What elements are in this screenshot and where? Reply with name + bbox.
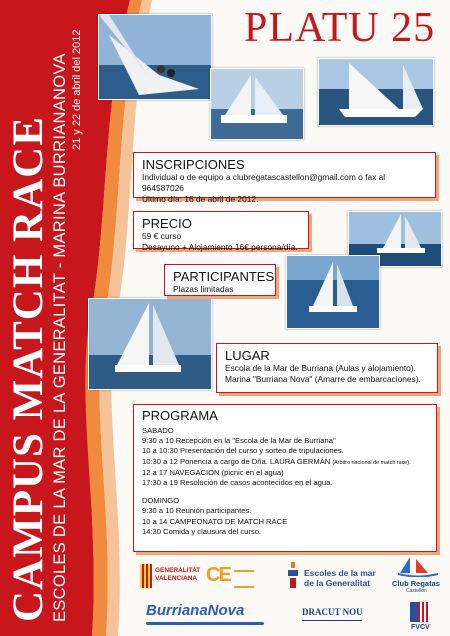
photo-sailboat-three xyxy=(318,58,434,126)
programa-heading: PROGRAMA xyxy=(142,408,218,423)
precio-heading: PRECIO xyxy=(142,216,192,231)
escoles-line-2: de la Generalitat xyxy=(304,578,371,588)
generalitat-line-2: VALENCIANA xyxy=(155,575,198,582)
programa-item: 10:30 a 12 Ponencia a cargo de Dña. LAURA GERMÁN xyxy=(142,456,331,466)
club-regatas-line-1: Club Regatas xyxy=(392,579,440,588)
burriananova-wordmark: BurrianaNova xyxy=(146,602,245,619)
generalitat-stripes-icon xyxy=(140,564,152,588)
programa-spacer xyxy=(142,488,428,496)
fvcv-label: FVCV xyxy=(411,624,430,631)
burriananova-wave-icon xyxy=(146,622,264,625)
escoles-anchor-icon xyxy=(286,562,300,588)
generalitat-line-1: GENERALITAT xyxy=(155,567,201,574)
programa-item: 9:30 a 10 Recepción en la "Escola de la Mar de Burriana" xyxy=(142,436,336,446)
dracut-nou-logo xyxy=(300,605,368,629)
inscripciones-box xyxy=(133,152,436,204)
inscripciones-deadline: Último día: 16 de abril de 2012. xyxy=(142,194,259,204)
photo-sailboat-five xyxy=(286,255,380,329)
event-dates: 21 y 22 de abril del 2012 xyxy=(71,29,83,150)
participantes-box xyxy=(164,264,276,296)
dracut-underline-icon xyxy=(302,620,362,621)
precio-accommodation: Desayuno + Alojamiento 16€ persona/día. xyxy=(142,242,298,252)
participantes-heading: PARTICIPANTES xyxy=(173,269,275,284)
lugar-heading: LUGAR xyxy=(225,348,270,363)
ce-logo-lines-icon xyxy=(234,570,254,588)
ce-logo-mark-icon: CE xyxy=(206,564,230,586)
inscripciones-contact: Individual o de equipo a clubregatascastellon@gmail.com o fax al 964587026 xyxy=(142,172,386,193)
programa-item: 10 a 10:30 Presentación del curso y sorteo de tripulaciones. xyxy=(142,446,344,456)
fvcv-logo xyxy=(406,602,436,634)
poster-title: PLATU 25 xyxy=(244,5,436,51)
programa-day-sunday: DOMINGO xyxy=(142,496,180,506)
participantes-note: Plazas limitadas xyxy=(173,284,234,294)
lugar-box xyxy=(216,343,438,393)
lugar-line-1: Escola de la Mar de Burriana (Aulas y alojamiento). xyxy=(225,363,416,373)
photo-sailboat-crew xyxy=(98,14,212,100)
dracut-wordmark: DRACUT NOU xyxy=(302,607,363,617)
photo-sailboat-six xyxy=(88,298,212,390)
inscripciones-heading: INSCRIPCIONES xyxy=(142,157,245,172)
programa-box xyxy=(133,404,437,552)
escoles-de-la-mar-logo xyxy=(286,560,384,594)
programa-item: 9:30 a 10 Reunión participantes. xyxy=(142,506,252,516)
burriananova-logo xyxy=(146,600,268,630)
precio-box xyxy=(133,211,309,252)
precio-course: 59 € curso xyxy=(142,231,182,241)
programa-item-note: (Arbitro nacional de match race). xyxy=(332,459,411,466)
programa-item-row xyxy=(142,457,428,468)
programa-day-saturday: SABADO xyxy=(142,426,174,435)
lugar-line-2: Marina "Burriana Nova" (Amarre de embarcaciones). xyxy=(225,374,421,384)
campus-title: CAMPUS MATCH RACE xyxy=(5,116,52,622)
club-regatas-line-2: Castellón xyxy=(406,588,427,594)
club-regatas-logo xyxy=(388,557,448,597)
fvcv-flag-icon xyxy=(410,602,432,622)
programa-item: 17:30 a 19 Resolución de casos acontecidos en el agua. xyxy=(142,478,333,488)
photo-sailboat-two xyxy=(210,68,304,140)
club-regatas-sail-icon xyxy=(398,557,438,577)
generalitat-logo xyxy=(140,561,201,591)
venue-subtitle: ESCOLES DE LA MAR DE LA GENERALITAT - MARINA BURRIANANOVA xyxy=(51,53,69,622)
programa-item: 10 a 14 CAMPEONATO DE MATCH RACE xyxy=(142,516,288,526)
programa-item: 14:30 Comida y clausura del curso. xyxy=(142,526,262,536)
programa-item: 12 a 17 NAVEGACION (picnic en el agua) xyxy=(142,467,284,477)
escoles-line-1: Escoles de la mar xyxy=(304,568,376,578)
ce-logo xyxy=(206,564,256,590)
